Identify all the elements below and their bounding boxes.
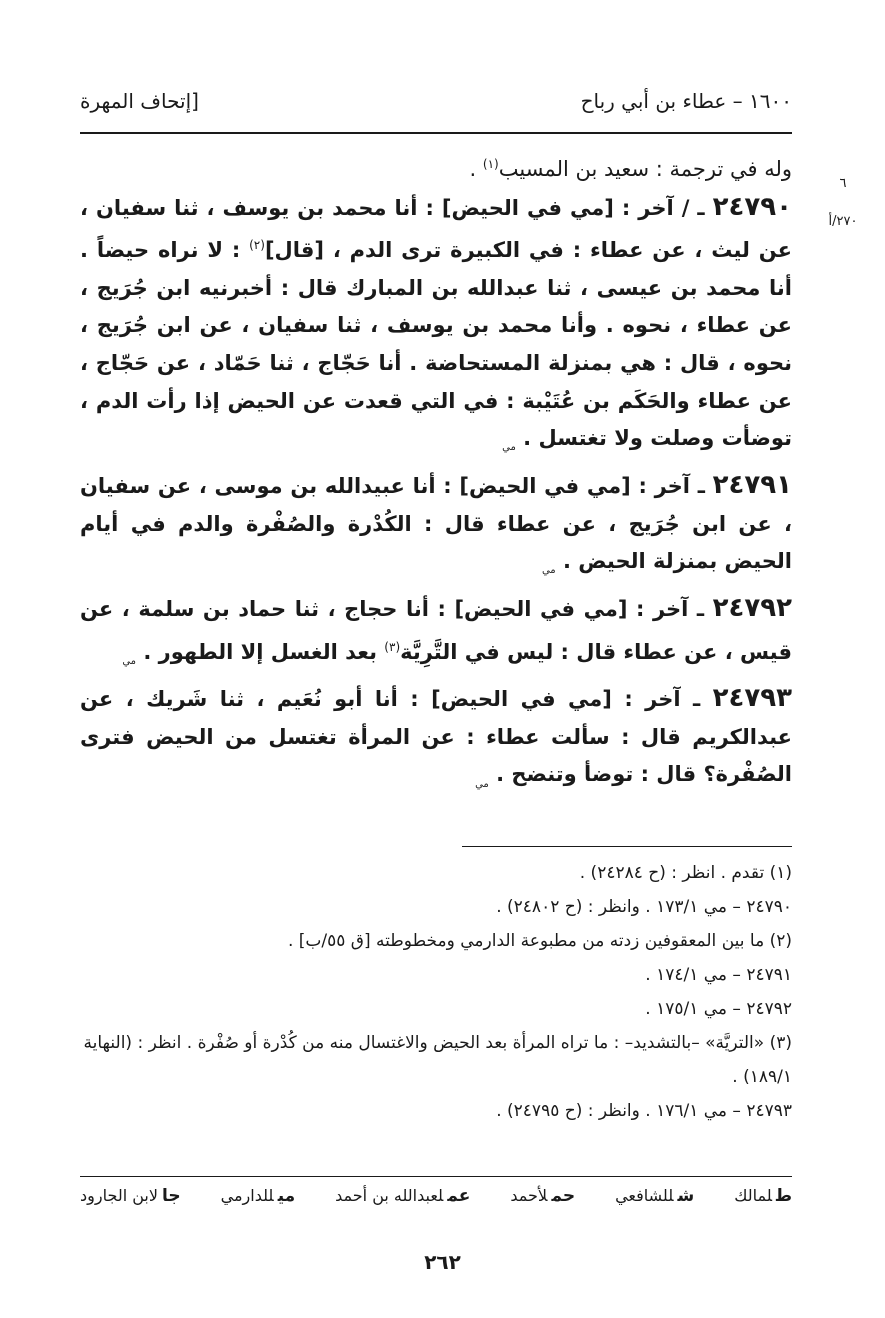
source-mark: مي <box>502 442 516 454</box>
abbreviation-key <box>80 1186 792 1206</box>
footnotes <box>80 856 792 1128</box>
intro-paragraph: وله في ترجمة : سعيد بن المسيب$^{(١)}$ . <box>469 157 792 181</box>
footnote-line: ٢٤٧٩٠ – مي ١٧٣/١ . وانظر : (ح ٢٤٨٠٢) . <box>496 897 792 917</box>
page-number: ٢٦٢ <box>424 1250 461 1274</box>
footnote-line: (٢) ما بين المعقوفين زدته من مطبوعة الدارمي ومخطوطته [ق ٥٥/ب] . <box>287 931 792 951</box>
key-item: حملأحمد <box>510 1186 576 1206</box>
book-title: [إتحاف المهرة <box>80 89 199 113</box>
footnote-ref: (٣) <box>384 639 401 654</box>
hadith-24791: ٢٤٧٩١ ـ آخر : [مي في الحيض] : أنا عبيدالله بن موسى ، عن سفيان ، عن ابن جُرَيج ، عن عطاء قال : الكُدْرة والصُفْرة والدم في أيام الحيض بمنزلة الحيض . $_{مي}$ <box>80 469 792 577</box>
margin-note-folio: ٢٧٠/أ <box>828 214 858 229</box>
hadith-number: ٢٤٧٩٢ <box>712 592 792 623</box>
footnote-ref: (١) <box>482 157 499 171</box>
key-item: طلمالك <box>734 1186 792 1206</box>
hadith-number: ٢٤٧٩٣ <box>712 683 792 714</box>
key-rule <box>80 1176 792 1177</box>
key-item: عملعبدالله بن أحمد <box>335 1186 471 1206</box>
hadith-24792: ٢٤٧٩٢ ـ آخر : [مي في الحيض] : أنا حجاج ، ثنا حماد بن سلمة ، عن قيس ، عن عطاء قال : ليس في التَّرِيَّة$^{(٣)}$ بعد الغسل إلا الطهور . $_{مي}$ <box>80 592 792 667</box>
footnote-ref: (٢) <box>249 238 265 253</box>
footnote-line: (١) تقدم . انظر : (ح ٢٤٢٨٤) . <box>579 863 792 883</box>
main-text <box>80 146 792 803</box>
hadith-number: ٢٤٧٩١ <box>712 469 792 500</box>
page-header <box>80 84 792 118</box>
source-mark: مي <box>475 778 489 790</box>
footnote-line: ٢٤٧٩١ – مي ١٧٤/١ . <box>645 965 792 985</box>
chapter-title: ١٦٠٠ – عطاء بن أبي رباح <box>580 89 792 113</box>
source-mark: مي <box>122 655 137 667</box>
header-rule <box>80 132 792 134</box>
footnote-rule <box>462 846 792 847</box>
hadith-24790: ٢٤٧٩٠ ـ / آخر : [مي في الحيض] : أنا محمد بن يوسف ، ثنا سفيان ، عن ليث ، عن عطاء : في الكبيرة ترى الدم ، [قال]$^{(٢)}$ : لا نراه حيضاً . أنا محمد بن عيسى ، ثنا عبدالله بن المبارك قال : أخبرنيه ابن جُرَيج ، عن عطاء ، نحوه . وأنا محمد بن يوسف ، ثنا سفيان ، عن ابن جُرَيج ، نحوه ، قال : هي بمنزلة المستحاضة . أنا حَجّاج ، ثنا حَمّاد ، عن حَجّاج ، عن عطاء والحَكَم بن عُتَيْبة : في التي قعدت عن الحيض إذا رأت الدم ، توضأت وصلت ولا تغتسل . $_{مي}$ <box>80 191 792 454</box>
hadith-24793: ٢٤٧٩٣ ـ آخر : [مي في الحيض] : أنا أبو نُعَيم ، ثنا شَريك ، عن عبدالكريم قال : سألت عطاء : عن المرأة تغتسل من الحيض فترى الصُفْرة؟ قال : توضأ وتنضح . $_{مي}$ <box>80 683 792 790</box>
margin-note-volume: ٦ <box>839 176 847 191</box>
key-item: شللشافعي <box>615 1186 695 1206</box>
hadith-number: ٢٤٧٩٠ <box>712 191 792 222</box>
footnote-line: ٢٤٧٩٣ – مي ١٧٦/١ . وانظر : (ح ٢٤٧٩٥) . <box>496 1101 792 1121</box>
key-item: جالابن الجارود <box>80 1186 181 1206</box>
footnote-line: ٢٤٧٩٢ – مي ١٧٥/١ . <box>645 999 792 1019</box>
footnote-line: (٣) «التريَّة» –بالتشديد– : ما تراه المرأة بعد الحيض والاغتسال منه من كُدْرة أو صُفْرة . انظر : (النهاية ١٨٩/١) . <box>83 1033 792 1087</box>
source-mark: مي <box>541 565 556 577</box>
key-item: ميللدارمي <box>220 1186 296 1206</box>
